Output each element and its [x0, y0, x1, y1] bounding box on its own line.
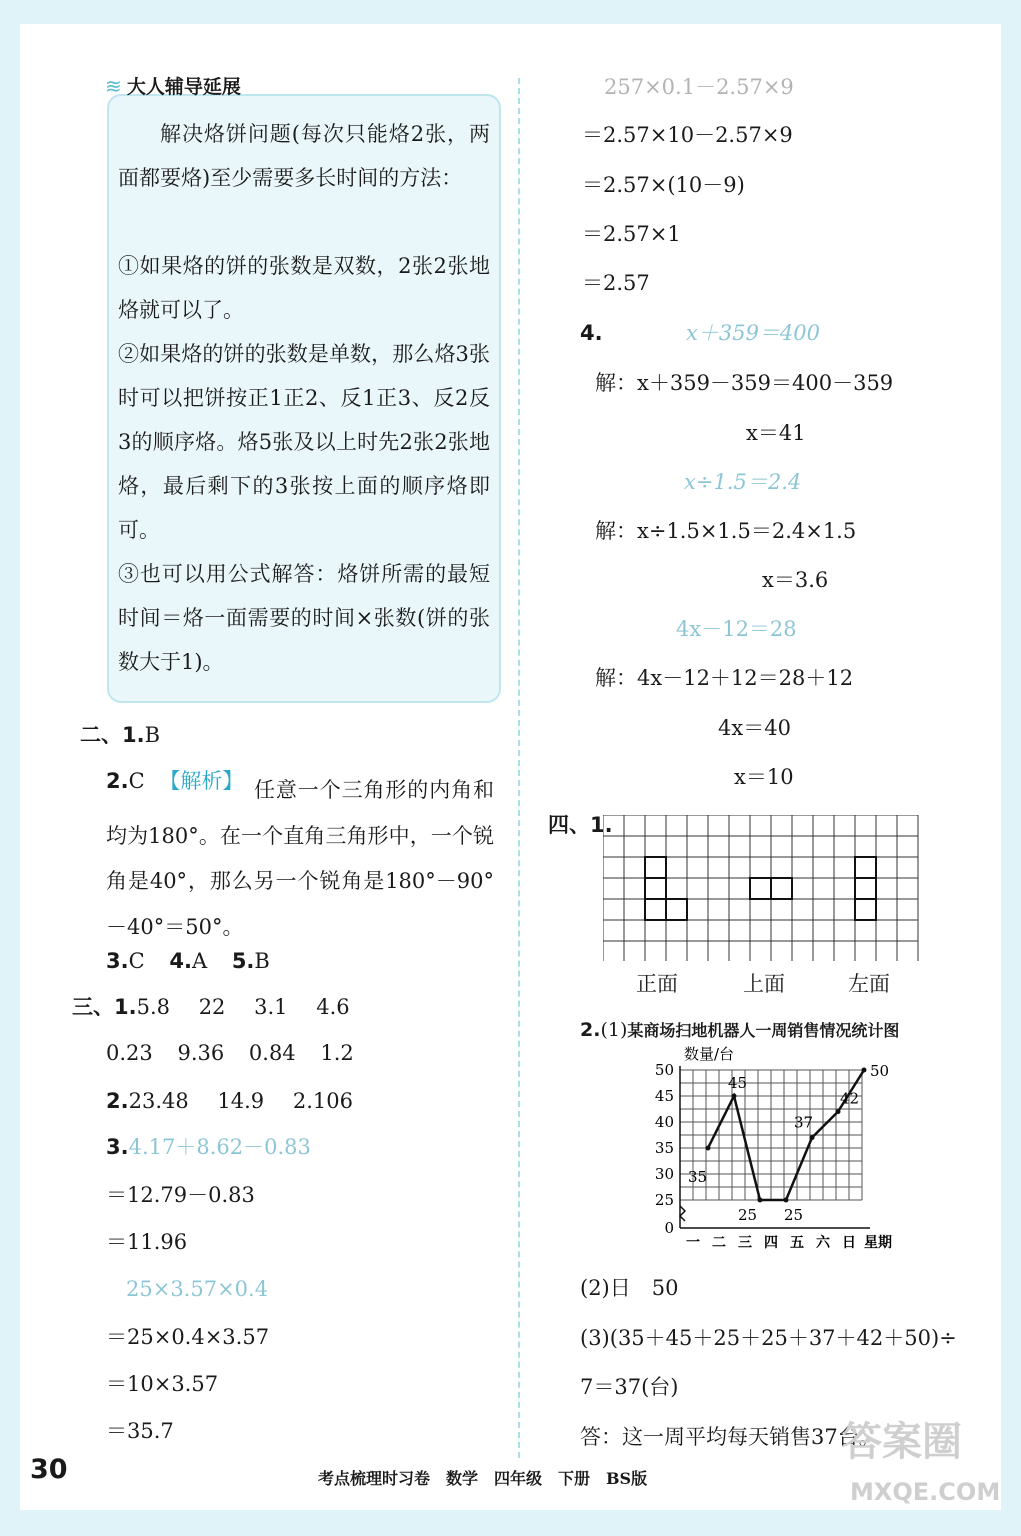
q-num: 3. — [106, 949, 129, 973]
left-view-cell — [855, 878, 876, 899]
data-label: 25 — [738, 1206, 758, 1224]
y-axis-label: 数量/台 — [684, 1045, 735, 1063]
answer: 22 — [198, 995, 226, 1019]
answer: 23.48 — [128, 1089, 189, 1113]
sec3-q1-row2 — [106, 1040, 354, 1066]
q-num: 2. — [580, 1019, 601, 1041]
solve-step: x＝3.6 — [762, 568, 829, 592]
q-num: 1. — [114, 995, 137, 1019]
left-view-cell — [855, 899, 876, 920]
sec4-q2-part2: (2)日 50 — [580, 1276, 679, 1300]
equation: x＋359＝400 — [686, 321, 821, 345]
data-label: 35 — [688, 1168, 708, 1186]
q-num: 2. — [106, 1089, 129, 1113]
data-point — [706, 1146, 711, 1151]
y-tick-label: 35 — [654, 1139, 674, 1157]
solve-step: 4x＝40 — [718, 716, 791, 740]
view-label-front: 正面 — [636, 972, 678, 996]
front-view-cell — [645, 899, 666, 920]
data-point — [810, 1135, 815, 1140]
equation: x÷1.5＝2.4 — [684, 470, 802, 494]
data-point — [836, 1109, 841, 1114]
answer: 1.2 — [320, 1041, 354, 1065]
wave-icon: ≋ — [105, 74, 122, 98]
y-tick-label: 30 — [654, 1165, 674, 1183]
sec4-q2-part3-line1: (3)(35＋45＋25＋25＋37＋42＋50)÷ — [580, 1326, 957, 1350]
data-point — [784, 1198, 789, 1203]
equation: 4x－12＝28 — [676, 617, 797, 641]
tip-title: 大人辅导延展 — [126, 76, 241, 98]
q-num: 4. — [169, 949, 192, 973]
sec2-q1 — [80, 722, 160, 748]
sec3-q3-expr1 — [106, 1134, 311, 1160]
calc-step: ＝11.96 — [106, 1230, 188, 1254]
q-num: 2. — [106, 769, 129, 793]
x-tick-label: 日 — [842, 1235, 856, 1251]
calc-step: ＝2.57×10－2.57×9 — [582, 123, 793, 147]
x-tick-label: 二 — [712, 1235, 726, 1251]
data-label: 37 — [794, 1113, 814, 1132]
data-point — [758, 1198, 763, 1203]
calc-step: ＝35.7 — [106, 1419, 174, 1443]
sec4-label: 四、 — [548, 813, 590, 837]
calc-step: ＝2.57×1 — [582, 222, 681, 246]
calc-step: ＝12.79－0.83 — [106, 1183, 255, 1207]
data-label: 45 — [728, 1074, 748, 1092]
x-tick-label: 六 — [816, 1235, 830, 1251]
data-point — [732, 1094, 737, 1099]
q-num: 1. — [122, 723, 145, 747]
analysis-tag: 【解析】 — [159, 769, 244, 793]
solve-step: x＝41 — [746, 421, 806, 445]
answer: 4.6 — [316, 995, 350, 1019]
sec3-label: 三、 — [72, 995, 114, 1019]
q-num: 5. — [231, 949, 255, 973]
expression: 4.17＋8.62－0.83 — [128, 1135, 311, 1159]
front-view-cell — [645, 878, 666, 899]
answer: C — [128, 949, 145, 973]
chart-title: 某商场扫地机器人一周销售情况统计图 — [627, 1021, 900, 1040]
solve-step: 解：x÷1.5×1.5＝2.4×1.5 — [595, 519, 857, 543]
sec2-label: 二、 — [80, 723, 122, 747]
tip-header — [105, 72, 241, 100]
answer: A — [191, 949, 208, 973]
sec3-q2 — [106, 1088, 353, 1114]
calc-step: ＝2.57×(10－9) — [582, 173, 745, 197]
sec4-q2-part3-line2: 7＝37(台) — [580, 1375, 679, 1399]
three-view-grid — [603, 815, 919, 961]
sec4-q2-title-line — [580, 1018, 899, 1041]
data-label: 42 — [840, 1089, 860, 1108]
solve-step: 解：4x－12＋12＝28＋12 — [595, 666, 854, 690]
sec2-q2-text: 任意一个三角形的内角和均为180°。在一个直角三角形中，一个锐角是40°，那么另一个锐角是180°－90°－40°＝50°。 — [106, 778, 494, 939]
expression: 25×3.57×0.4 — [126, 1277, 269, 1301]
x-tick-labels — [686, 1234, 892, 1251]
x-tick-label: 四 — [764, 1235, 778, 1251]
calc-step: ＝10×3.57 — [106, 1372, 219, 1396]
answer: 9.36 — [177, 1041, 225, 1065]
book-info: 考点梳理时习卷 数学 四年级 下册 BS版 — [318, 1469, 648, 1488]
sec4-q2-answer: 答：这一周平均每天销售37台。 — [580, 1425, 880, 1449]
x-tick-label: 五 — [790, 1235, 804, 1251]
answer: 2.106 — [292, 1089, 353, 1113]
front-view-cell — [645, 857, 666, 878]
q-num: 1. — [590, 813, 613, 837]
q-num: 3. — [106, 1135, 129, 1159]
tip-item-3: ③也可以用公式解答：烙饼所需的最短时间＝烙一面需要的时间×张数(饼的张数大于1)。 — [118, 562, 490, 674]
y-tick-label: 50 — [654, 1061, 674, 1079]
x-tick-label: 三 — [738, 1235, 752, 1251]
grid-lines — [603, 815, 918, 961]
expression: 257×0.1－2.57×9 — [604, 75, 794, 99]
y-tick-label: 40 — [654, 1113, 674, 1131]
data-point — [862, 1068, 867, 1073]
tip-item-1: ①如果烙的饼的张数是双数，2张2张地烙就可以了。 — [118, 254, 490, 322]
solve-step: 解：x＋359－359＝400－359 — [595, 371, 894, 395]
answer: 0.23 — [106, 1041, 153, 1065]
answer: 3.1 — [254, 995, 288, 1019]
tip-para: 解决烙饼问题(每次只能烙2张，两面都要烙)至少需要多长时间的方法： — [118, 122, 490, 190]
solve-step: x＝10 — [734, 765, 794, 789]
left-view-cell — [855, 857, 876, 878]
y-tick-label: 25 — [654, 1191, 674, 1209]
answer: 14.9 — [217, 1089, 265, 1113]
part-label: (1) — [600, 1019, 628, 1041]
y-tick-labels — [655, 1061, 674, 1237]
view-label-top: 上面 — [743, 972, 785, 996]
y-tick-label: 45 — [654, 1087, 674, 1105]
page-number: 30 — [30, 1454, 68, 1485]
sec2-q3-q5 — [106, 948, 270, 974]
sec3-q1-row1 — [72, 994, 350, 1020]
answer: C — [128, 769, 145, 793]
watermark-logo: 答案圈 — [842, 1419, 962, 1465]
column-divider — [518, 78, 520, 1458]
answer: 5.8 — [136, 995, 170, 1019]
top-view-cell — [771, 878, 792, 899]
answer: B — [254, 949, 270, 973]
view-label-left: 左面 — [848, 972, 890, 996]
front-view-cell — [666, 899, 687, 920]
view-shapes — [645, 857, 876, 920]
tip-item-2: ②如果烙的饼的张数是单数，那么烙3张时可以把饼按正1正2、反1正3、反2反3的顺序烙。烙5张及以上时先2张2张地烙，最后剩下的3张按上面的顺序烙即可。 — [118, 342, 490, 542]
data-label: 50 — [870, 1062, 890, 1080]
answer: 0.84 — [248, 1041, 296, 1065]
answer: B — [144, 723, 161, 747]
data-label: 25 — [784, 1206, 804, 1224]
calc-step: ＝2.57 — [582, 271, 650, 295]
x-axis-label: 星期 — [864, 1235, 892, 1251]
x-tick-label: 一 — [686, 1235, 700, 1251]
top-view-cell — [750, 878, 771, 899]
q-num: 4. — [580, 321, 603, 345]
calc-step: ＝25×0.4×3.57 — [106, 1325, 270, 1349]
watermark-url: MXQE.COM — [850, 1478, 1001, 1506]
line-chart — [640, 1040, 940, 1256]
y-tick-label: 0 — [664, 1219, 674, 1237]
